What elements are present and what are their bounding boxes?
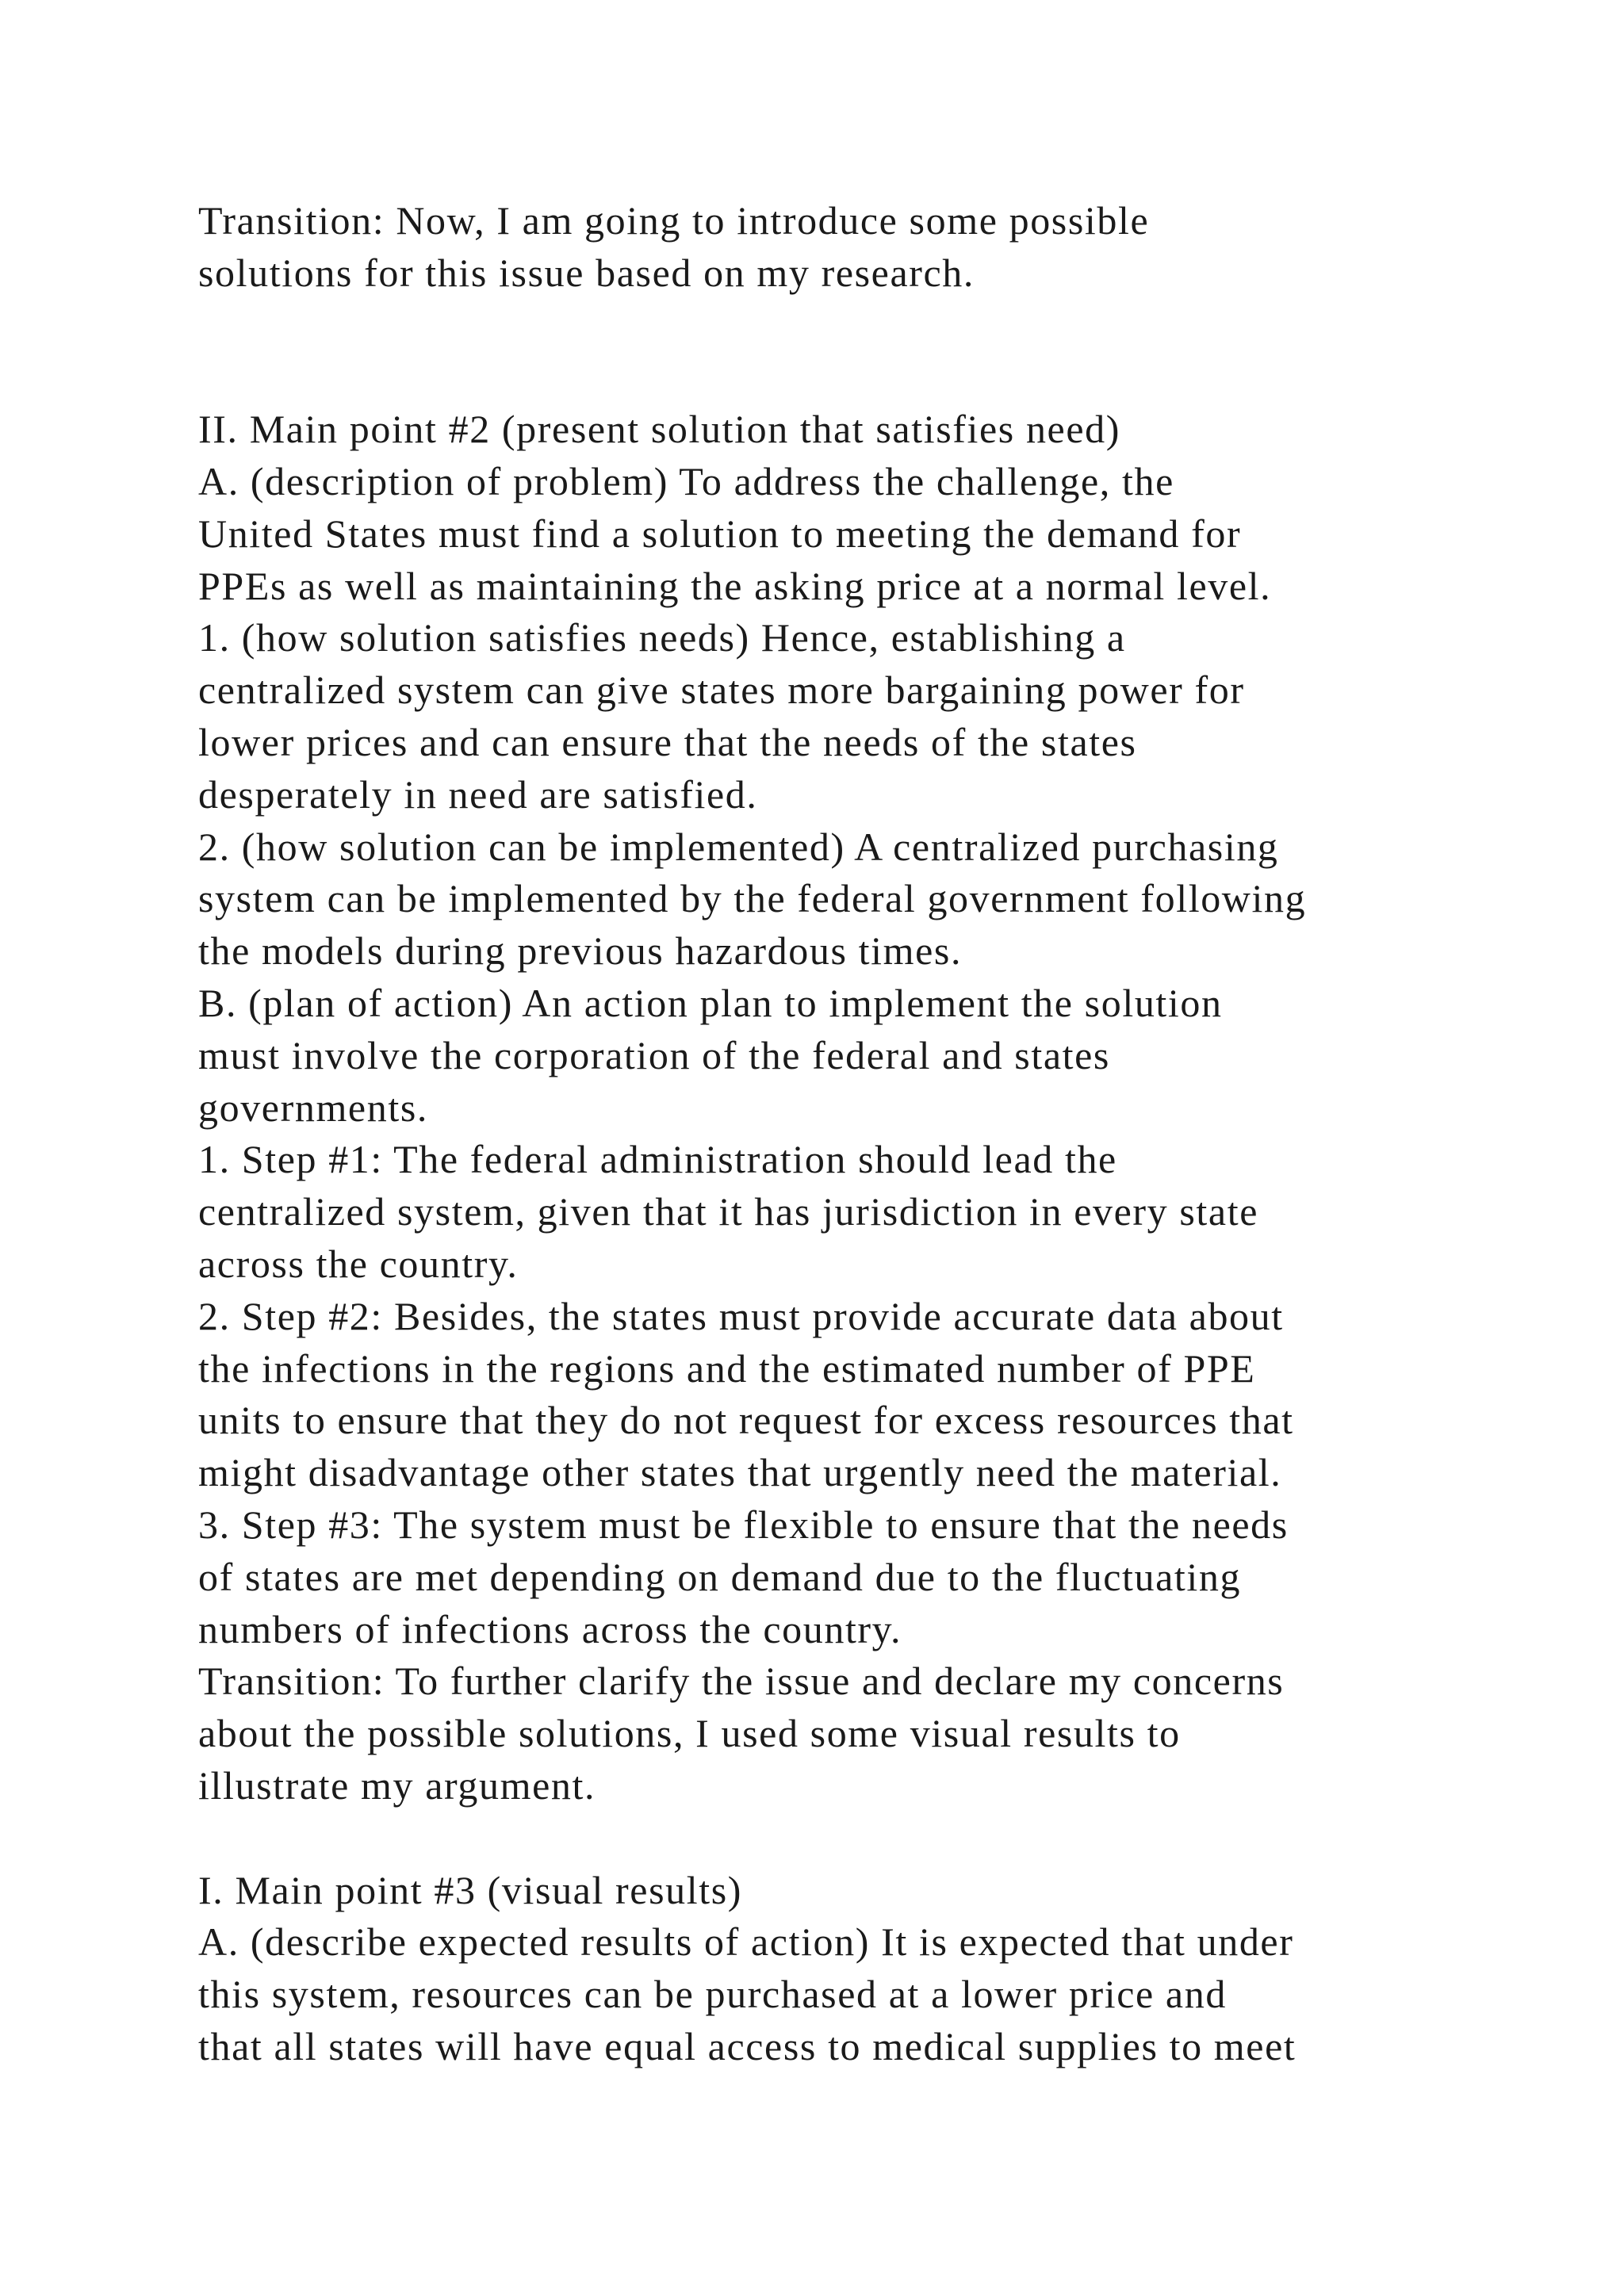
text-line: numbers of infections across the country. <box>198 1606 902 1651</box>
text-line: across the country. <box>198 1241 519 1286</box>
text-line: PPEs as well as maintaining the asking price at a normal level. <box>198 563 1272 608</box>
text-line: II. Main point #2 (present solution that satisfies need) <box>198 407 1120 452</box>
document-body <box>198 195 1435 2073</box>
text-line: 2. (how solution can be implemented) A centralized purchasing <box>198 824 1279 869</box>
text-line: 1. (how solution satisfies needs) Hence, establishing a <box>198 615 1126 660</box>
text-line: United States must find a solution to meeting the demand for <box>198 511 1242 556</box>
text-line: might disadvantage other states that urgently need the material. <box>198 1450 1282 1495</box>
text-line: centralized system, given that it has jurisdiction in every state <box>198 1189 1258 1234</box>
text-line: about the possible solutions, I used some visual results to <box>198 1711 1181 1756</box>
text-line: illustrate my argument. <box>198 1762 596 1808</box>
text-line: Transition: To further clarify the issue and declare my concerns <box>198 1659 1285 1704</box>
text-line: 3. Step #3: The system must be flexible to ensure that the needs <box>198 1502 1289 1547</box>
text-line: Transition: Now, I am going to introduce some possible <box>198 198 1150 243</box>
text-line: 2. Step #2: Besides, the states must provide accurate data about <box>198 1293 1284 1338</box>
text-line: must involve the corporation of the federal and states <box>198 1032 1110 1077</box>
text-line: governments. <box>198 1085 428 1130</box>
paragraph-gap <box>198 1812 1435 1865</box>
text-line: A. (description of problem) To address the challenge, the <box>198 458 1174 503</box>
text-line: the models during previous hazardous times. <box>198 928 963 974</box>
text-line: B. (plan of action) An action plan to implement the solution <box>198 980 1223 1025</box>
text-line: of states are met depending on demand due to the fluctuating <box>198 1554 1242 1599</box>
text-line: this system, resources can be purchased at a lower price and <box>198 1972 1227 2017</box>
text-line: the infections in the regions and the estimated number of PPE <box>198 1345 1256 1391</box>
text-line: system can be implemented by the federal government following <box>198 876 1307 921</box>
paragraph-gap <box>198 300 1435 404</box>
text-line: A. (describe expected results of action) It is expected that under <box>198 1919 1294 1965</box>
text-line: desperately in need are satisfied. <box>198 771 758 817</box>
text-line: units to ensure that they do not request for excess resources that <box>198 1398 1294 1443</box>
text-line: that all states will have equal access to medical supplies to meet <box>198 2023 1297 2068</box>
text-line: 1. Step #1: The federal administration should lead the <box>198 1137 1117 1182</box>
text-line: solutions for this issue based on my research. <box>198 250 975 295</box>
text-line: lower prices and can ensure that the needs of the states <box>198 719 1137 764</box>
text-line: centralized system can give states more bargaining power for <box>198 668 1245 713</box>
text-line: I. Main point #3 (visual results) <box>198 1867 743 1912</box>
